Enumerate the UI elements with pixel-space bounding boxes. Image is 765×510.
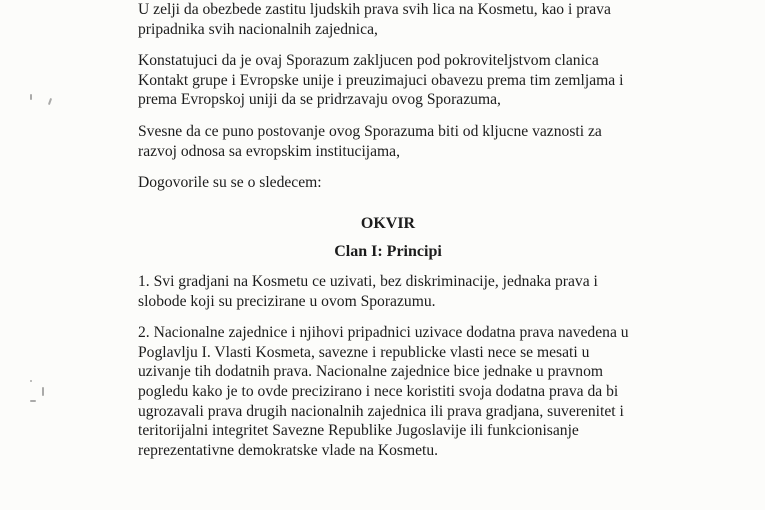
text-line: slobode koji su precizirane u ovom Sporazumu. xyxy=(138,292,436,310)
text-line: Konstatujuci da je ovaj Sporazum zakljucen pod pokroviteljstvom clanica xyxy=(138,52,599,70)
scan-artifact-mark xyxy=(30,380,32,382)
text-line: Poglavlju I. Vlasti Kosmeta, savezne i republicke vlasti nece se mesati u xyxy=(138,343,590,361)
text-line: pripadnika svih nacionalnih zajednica, xyxy=(138,20,378,38)
text-line: Svesne da ce puno postovanje ovog Sporazuma biti od kljucne vaznosti za xyxy=(138,122,602,140)
text-line: pogledu kako je to ovde precizirano i nece koristiti svoja dodatna prava da bi xyxy=(138,382,619,400)
preamble-paragraph-4 xyxy=(138,173,638,193)
text-line: ugrozavali prava drugih nacionalnih zajednica ili prava gradjana, suverenitet i xyxy=(138,402,624,420)
text-line: Dogovorile su se o sledecem: xyxy=(138,174,322,192)
document-body xyxy=(138,0,638,472)
text-line: razvoj odnosa sa evropskim institucijama, xyxy=(138,142,401,160)
text-line: U zelji da obezbede zastitu ljudskih prava svih lica na Kosmetu, kao i prava xyxy=(138,1,611,18)
preamble-paragraph-3 xyxy=(138,122,638,161)
text-line: teritorijalni integritet Savezne Republike Jugoslavije ili funkcionisanje xyxy=(138,422,579,440)
article-clause-1 xyxy=(138,272,638,311)
preamble-paragraph-1 xyxy=(138,0,638,39)
text-line: uzivanje tih dodatnih prava. Nacionalne zajednice bice jednake u pravnom xyxy=(138,363,604,381)
text-line: reprezentativne demokratske vlade na Kosmetu. xyxy=(138,441,439,459)
scan-artifact-mark xyxy=(48,98,52,105)
text-line: 1. Svi gradjani na Kosmetu ce uzivati, bez diskriminacije, jednaka prava i xyxy=(138,272,598,290)
article-clause-2 xyxy=(138,323,638,460)
scan-artifact-mark xyxy=(30,94,32,100)
text-line: Kontakt grupe i Evropske unije i preuzimajuci obavezu prema tim zemljama i xyxy=(138,71,624,89)
section-title: OKVIR xyxy=(360,214,416,232)
text-line: 2. Nacionalne zajednice i njihovi pripadnici uzivace dodatna prava navedena u xyxy=(138,324,629,342)
scan-artifact-mark xyxy=(30,400,36,402)
scan-artifact-mark xyxy=(42,387,44,396)
text-line: prema Evropskoj uniji da se pridrzavaju ovog Sporazuma, xyxy=(138,91,501,109)
article-title: Clan I: Principi xyxy=(334,243,442,261)
preamble-paragraph-2 xyxy=(138,51,638,110)
